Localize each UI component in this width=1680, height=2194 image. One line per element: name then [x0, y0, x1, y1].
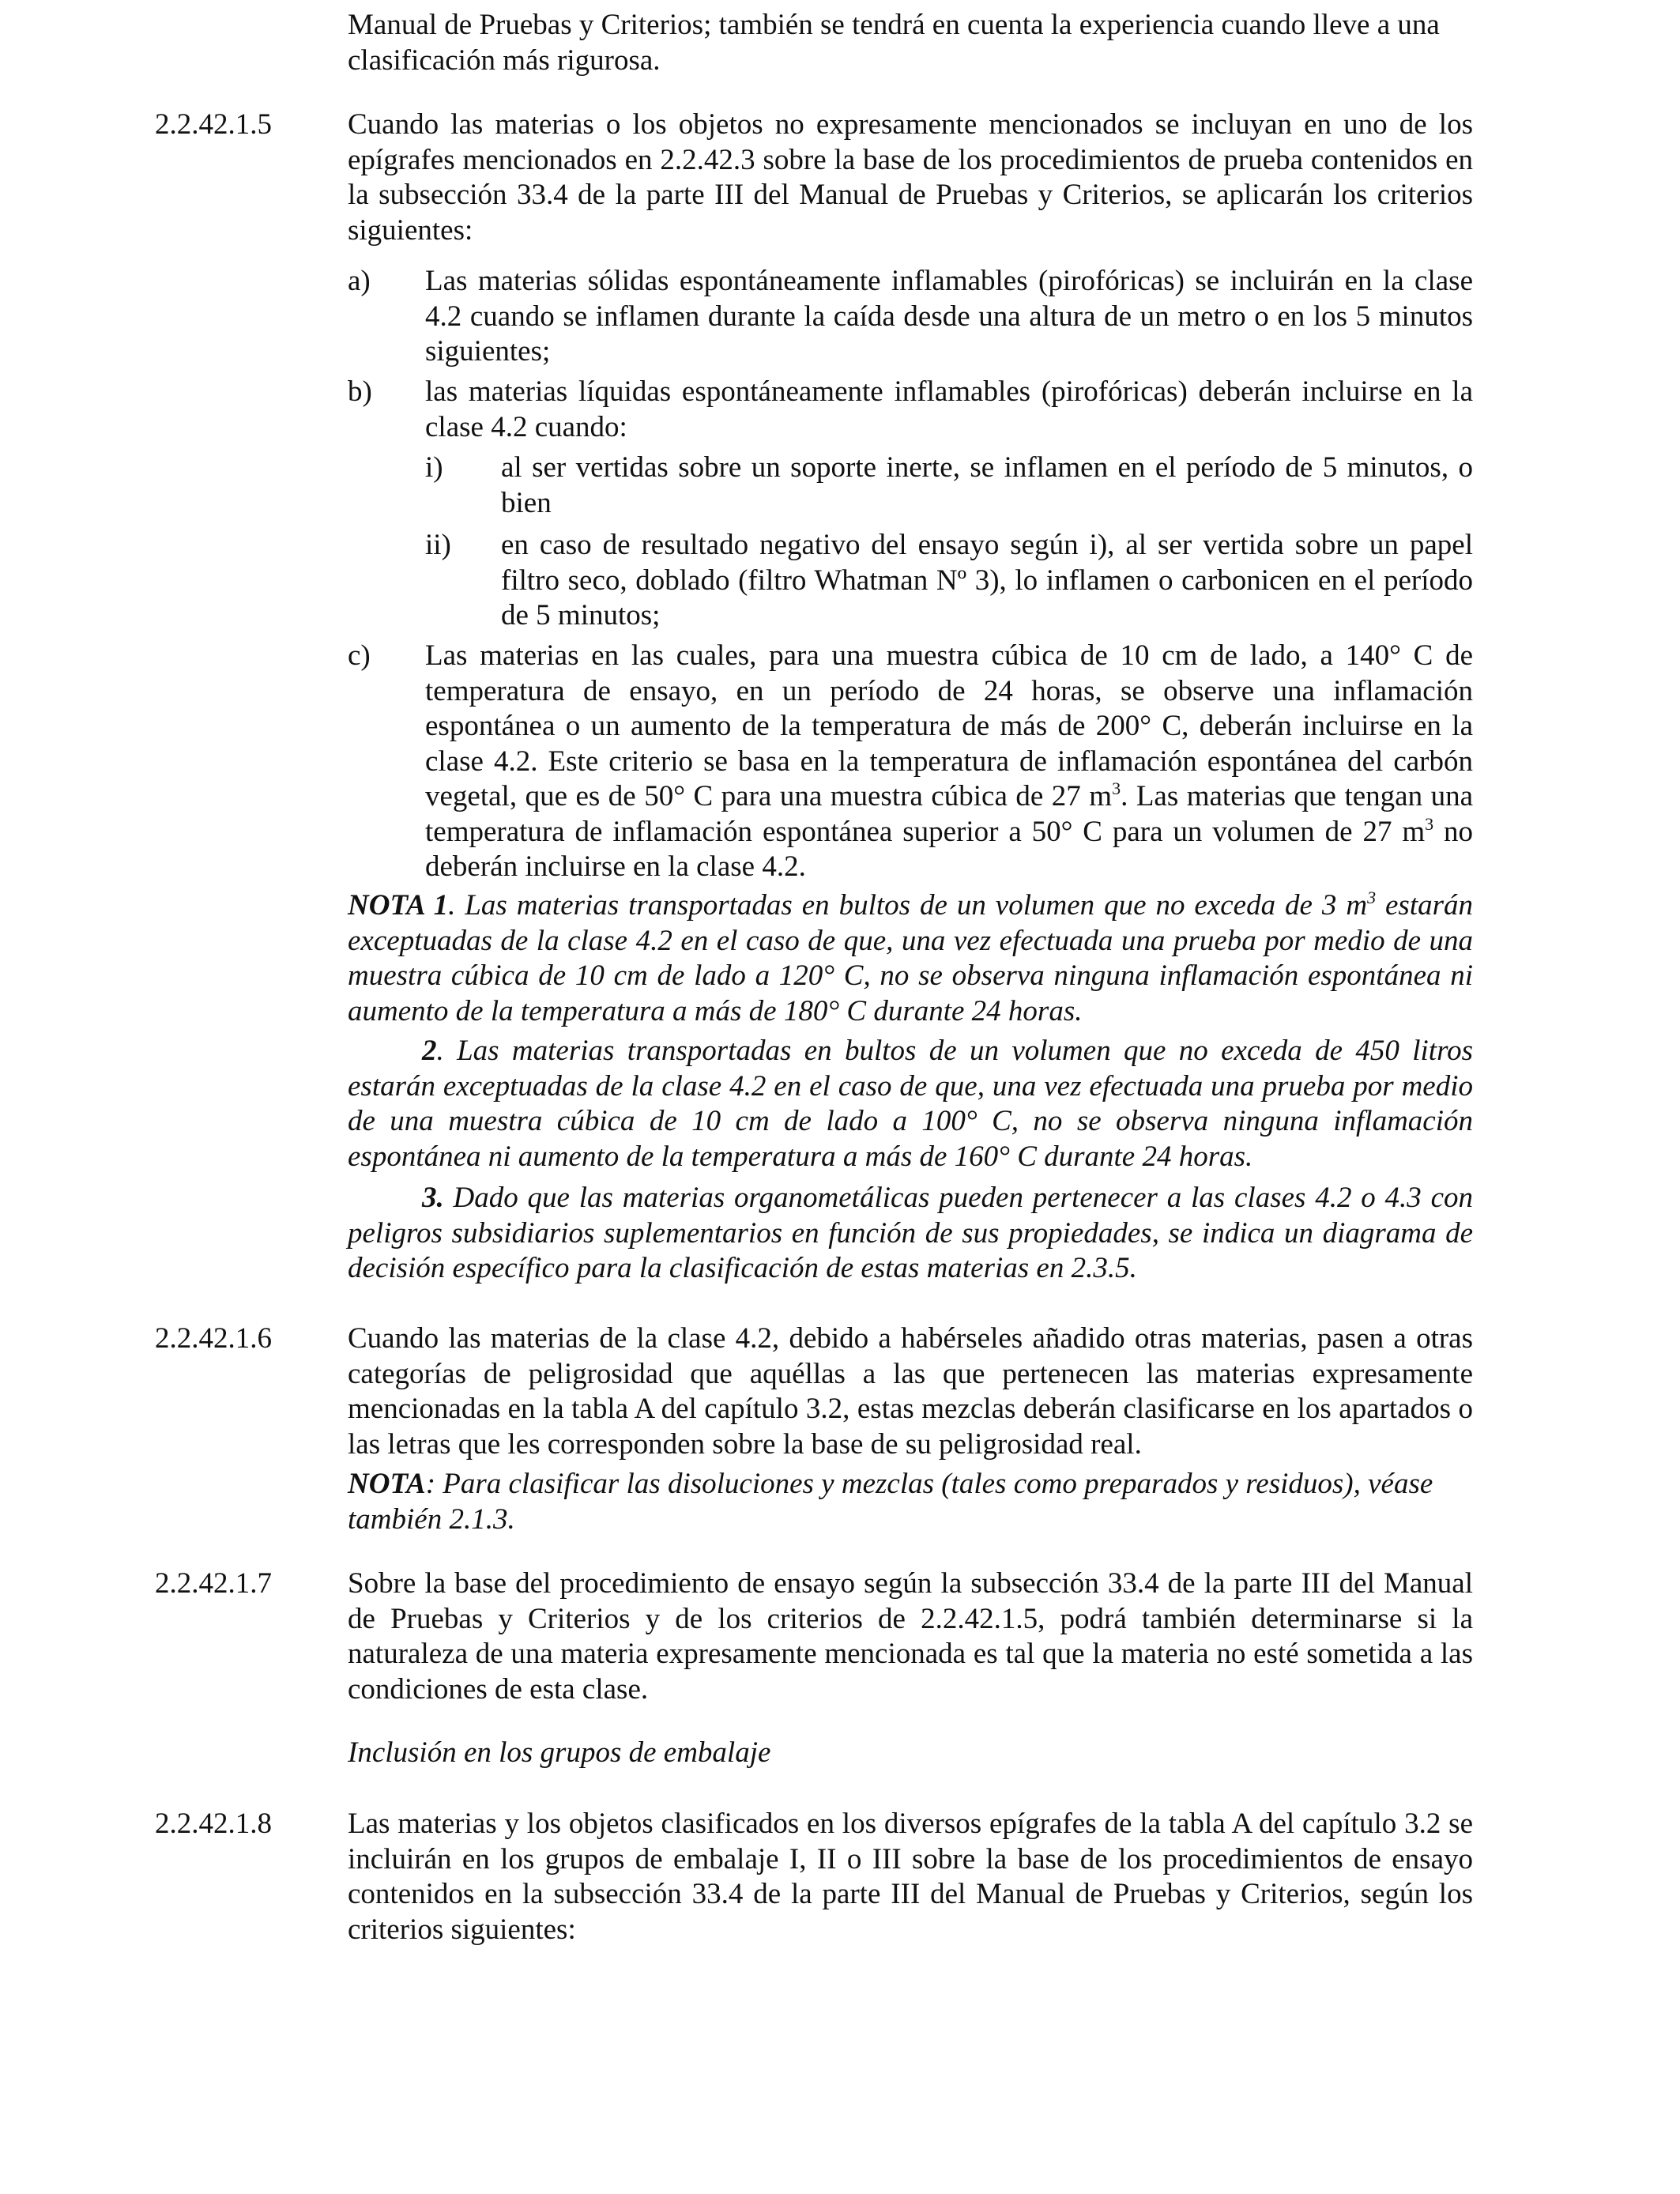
section-text-2-2-42-1-7: Sobre la base del procedimiento de ensayo según la subsección 33.4 de la parte III del Manual de Pruebas y Criterios y de los criterios de 2.2.42.1.5, podrá también determinarse si la naturaleza de una materia expresamente mencionada es tal que la materia no esté sometida a las condiciones de esta clase.: [348, 1567, 1473, 1706]
cubic-superscript: 3: [1367, 888, 1377, 907]
note-1-text-part-2: estarán exceptuadas de la clase 4.2 en el caso de que, una vez efectuada una prueba por medio de una muestra cúbica de 10 cm de lado a 120° C, no se observa ninguna inflamación espontánea ni aumento de la temperatura a más de 180° C durante 24 horas.: [348, 889, 1474, 1027]
item-c-text-part-2: . Las materias que tengan una temperatura de inflamación espontánea superior a 50° C para un volumen de 27 m: [425, 780, 1474, 848]
note-2-label: 2: [422, 1035, 437, 1067]
note-1: [348, 888, 1473, 1029]
section-text-2-2-42-1-5: Cuando las materias o los objetos no expresamente mencionados se incluyan en uno de los epígrafes mencionados en 2.2.42.3 sobre la base de los procedimientos de prueba contenidos en la subsección 33.4 de la parte III del Manual de Pruebas y Criterios, se aplicarán los criterios siguientes:: [348, 108, 1473, 247]
item-c-text-part-3: no deberán incluirse en la clase 4.2.: [425, 815, 1473, 883]
sub-item-ii-text: en caso de resultado negativo del ensayo según i), al ser vertida sobre un papel filtro seco, doblado (filtro Whatman Nº 3), lo inflamen o carbonicen en el período de 5 minutos;: [501, 529, 1473, 631]
section-number-2-2-42-1-7: 2.2.42.1.7: [155, 1567, 272, 1600]
item-a-text: Las materias sólidas espontáneamente inflamables (pirofóricas) se incluirán en la clase 4.2 cuando se inflamen durante la caída desde una altura de un metro o en los 5 minutos siguientes;: [425, 265, 1473, 368]
section-text-2-2-42-1-8: Las materias y los objetos clasificados en los diversos epígrafes de la tabla A del capítulo 3.2 se incluirán en los grupos de embalaje I, II o III sobre la base de los procedimientos de ensayo contenidos en la subsección 33.4 de la parte III del Manual de Pruebas y Criterios, según los criterios siguientes:: [348, 1808, 1473, 1946]
intro-line-2: clasificación más rigurosa.: [348, 43, 661, 77]
sub-item-i-text: al ser vertidas sobre un soporte inerte, se inflamen en el período de 5 minutos, o bien: [501, 451, 1473, 519]
note-text-line-1: : Para clasificar las disoluciones y mezclas (tales como preparados y residuos), véase: [425, 1468, 1433, 1500]
note-3: [348, 1181, 1473, 1287]
note-3-label: 3.: [422, 1182, 444, 1214]
cubic-superscript: 3: [1425, 813, 1434, 834]
item-c-text-part-1: Las materias en las cuales, para una muestra cúbica de 10 cm de lado, a 140° C de temperatura de ensayo, en un período de 24 horas, se observe una inflamación espontánea o un aumento de la temperatura de más de 200° C, deberán incluirse en la clase 4.2. Este criterio se basa en la temperatura de inflamación espontánea del carbón vegetal, que es de 50° C para una muestra cúbica de 27 m: [425, 639, 1473, 812]
intro-line-1: Manual de Pruebas y Criterios; también se tendrá en cuenta la experiencia cuando lleve a una: [348, 9, 1440, 41]
cubic-superscript: 3: [1112, 778, 1121, 798]
intro-paragraph: [348, 8, 1473, 78]
section-number-2-2-42-1-8: 2.2.42.1.8: [155, 1808, 272, 1840]
note-2: [348, 1034, 1473, 1174]
item-a-marker: a): [348, 265, 371, 297]
section-number-2-2-42-1-5: 2.2.42.1.5: [155, 108, 272, 141]
subheading-packing-groups: Inclusión en los grupos de embalaje: [348, 1736, 771, 1769]
item-c-text: [425, 639, 1473, 885]
item-c-marker: c): [348, 639, 371, 672]
note-3-text: Dado que las materias organometálicas pueden pertenecer a las clases 4.2 o 4.3 con peligros subsidiarios suplementarios en función de sus propiedades, se indica un diagrama de decisión específico para la clasificación de estas materias en 2.3.5.: [348, 1182, 1473, 1284]
sub-item-ii-marker: ii): [425, 529, 451, 561]
note-text-line-2: también 2.1.3.: [348, 1502, 515, 1536]
note-2-text: . Las materias transportadas en bultos de un volumen que no exceda de 450 litros estarán exceptuadas de la clase 4.2 en el caso de que, una vez efectuada una prueba por medio de una muestra cúbica de 10 cm de lado a 100° C, no se observa ninguna inflamación espontánea ni aumento de la temperatura a más de 160° C durante 24 horas.: [348, 1035, 1473, 1173]
note-label: NOTA: [348, 1468, 426, 1500]
note-1-label: NOTA 1: [348, 889, 449, 922]
item-b-marker: b): [348, 375, 372, 408]
item-b-text: las materias líquidas espontáneamente inflamables (pirofóricas) deberán incluirse en la clase 4.2 cuando:: [425, 375, 1473, 443]
section-text-2-2-42-1-6: Cuando las materias de la clase 4.2, debido a habérseles añadido otras materias, pasen a otras categorías de peligrosidad que aquéllas a las que pertenecen las materias expresamente mencionadas en la tabla A del capítulo 3.2, estas mezclas deberán clasificarse en los apartados o las letras que les corresponden sobre la base de su peligrosidad real.: [348, 1322, 1473, 1461]
sub-item-i-marker: i): [425, 451, 443, 484]
section-number-2-2-42-1-6: 2.2.42.1.6: [155, 1322, 272, 1355]
note-2-2-42-1-6: [348, 1467, 1473, 1537]
note-1-text-part-1: . Las materias transportadas en bultos de un volumen que no exceda de 3 m: [448, 889, 1368, 922]
